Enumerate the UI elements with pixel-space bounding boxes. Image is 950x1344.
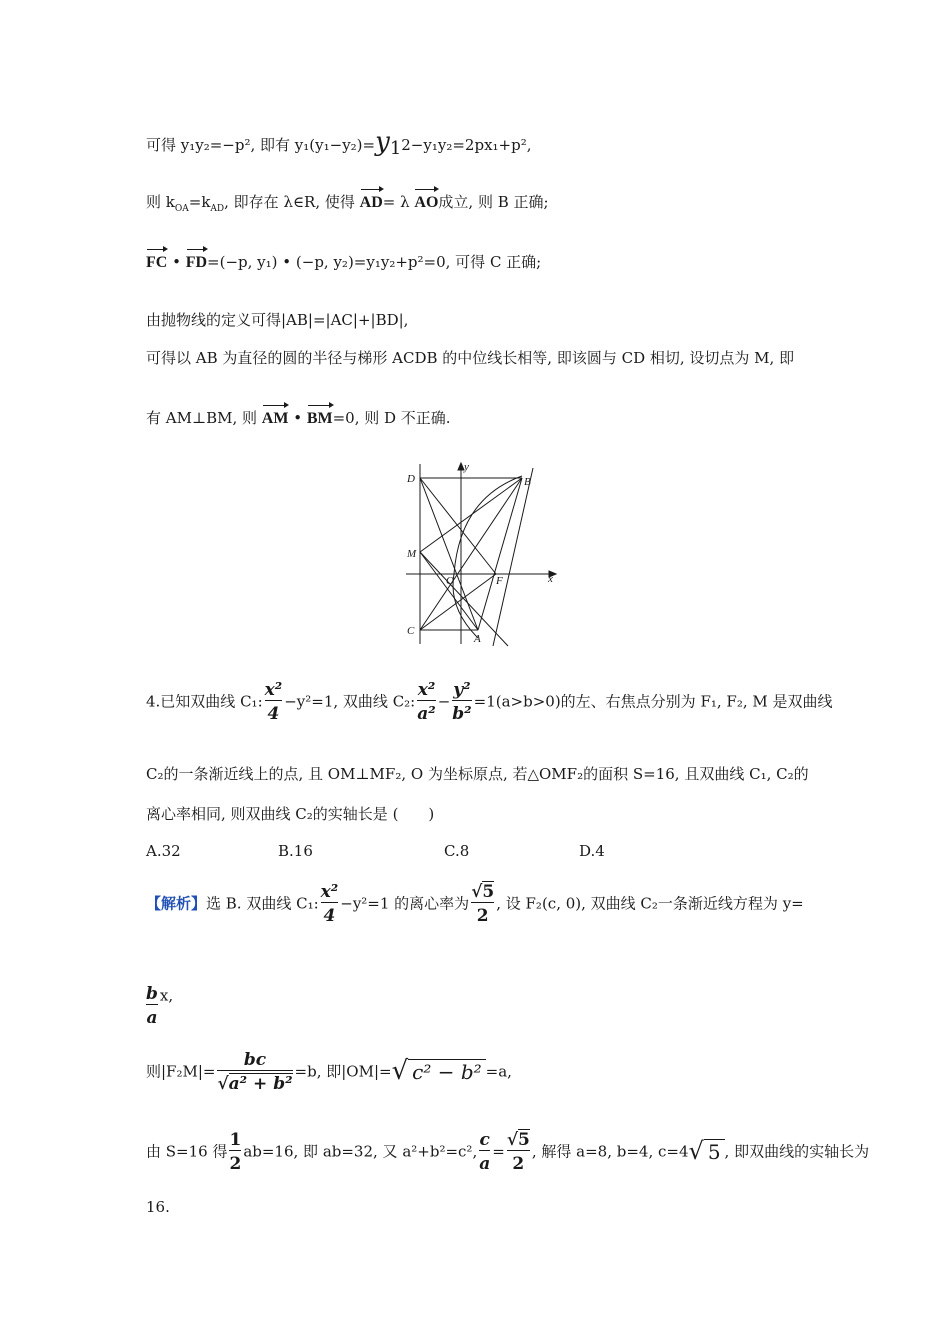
text: −y²=1 的离心率为	[340, 894, 470, 913]
text: =1(a>b>0)的左、右焦点分别为 F₁, F₂, M 是双曲线	[473, 692, 833, 711]
text: −y²=1, 双曲线 C₂:	[284, 692, 416, 711]
den: 4	[265, 700, 283, 725]
den: 2	[471, 902, 494, 927]
text: 2−y₁y₂=2px₁+p²,	[401, 136, 532, 154]
text: 选 B. 双曲线 C₁:	[206, 894, 319, 913]
text: =k	[188, 193, 211, 211]
text: , 即存在 λ∈R, 使得	[224, 193, 355, 211]
label-O: O	[446, 575, 454, 587]
dot: •	[288, 409, 307, 427]
solution-line-5: 16.	[146, 1198, 170, 1216]
num: 1	[229, 1130, 242, 1150]
text: 有 AM⊥BM, 则	[146, 409, 257, 427]
den: 2	[229, 1150, 241, 1175]
line-DA	[420, 478, 478, 630]
text: =(−p, y₁) • (−p, y₂)=y₁y₂+p²=0, 可得 C 正确;	[207, 253, 542, 271]
proof-line-2	[146, 192, 549, 219]
text: 则|F₂M|=	[146, 1062, 216, 1081]
sub: 1	[389, 138, 402, 159]
y1-symbol: y	[375, 127, 390, 157]
solution-line-4	[146, 1130, 869, 1175]
den: 4	[321, 902, 339, 927]
vector-AO: AO	[414, 194, 439, 211]
num: √5	[471, 882, 495, 902]
text: 由 S=16 得	[146, 1142, 228, 1161]
den: a	[146, 1004, 158, 1029]
q4-line-3: 离心率相同, 则双曲线 C₂的实轴长是 ( )	[146, 805, 435, 823]
sqrt-c2-b2	[391, 1056, 486, 1086]
text: 4.已知双曲线 C₁:	[146, 692, 263, 711]
radicand: a² + b²	[228, 1074, 293, 1094]
option-a: A.32	[146, 842, 181, 860]
vector-AM: AM	[261, 410, 289, 427]
num: √5	[506, 1130, 530, 1150]
line-MO	[420, 552, 508, 646]
proof-line-3	[146, 252, 541, 273]
den: b²	[452, 700, 471, 725]
solution-line-3	[146, 1050, 512, 1095]
q4-line-1	[146, 680, 833, 725]
fraction-sqrt5-over-2	[471, 882, 494, 927]
fraction	[321, 882, 339, 927]
text: = λ	[382, 193, 410, 211]
text: , 即双曲线的实轴长为	[724, 1142, 870, 1161]
fraction-c-over-a	[479, 1130, 490, 1175]
solution-line-1	[146, 882, 804, 927]
radicand: 5	[482, 882, 495, 902]
den: 2	[507, 1150, 530, 1175]
solution-line-2	[146, 984, 173, 1029]
text: ab=16, 即 ab=32, 又 a²+b²=c²,	[243, 1142, 478, 1161]
den: √a² + b²	[217, 1070, 292, 1095]
text: , 解得 a=8, b=4, c=4	[531, 1142, 689, 1161]
radicand: 5	[518, 1130, 530, 1150]
vector-AD: AD	[359, 194, 383, 211]
num: c	[479, 1130, 490, 1150]
line-AB	[478, 478, 522, 630]
line-DF	[420, 478, 496, 574]
radicand: 5	[704, 1139, 725, 1164]
den: a	[479, 1150, 490, 1175]
label-x: x	[548, 573, 553, 585]
q4-line-2: C₂的一条渐近线上的点, 且 OM⊥MF₂, O 为坐标原点, 若△OMF₂的面积 S=16, 且双曲线 C₁, C₂的	[146, 765, 809, 783]
num: y²	[453, 680, 471, 700]
num: x²	[320, 882, 339, 902]
label-D: D	[407, 473, 415, 485]
num: bc	[243, 1050, 267, 1070]
option-d: D.4	[579, 842, 605, 860]
parabola-curve	[453, 476, 522, 638]
proof-line-5: 可得以 AB 为直径的圆的半径与梯形 ACDB 的中位线长相等, 即该圆与 CD 相切, 设切点为 M, 即	[146, 349, 795, 367]
den: a²	[417, 700, 435, 725]
label-M: M	[407, 548, 417, 560]
fraction-b-over-a	[146, 984, 158, 1029]
proof-line-1	[146, 127, 532, 159]
text: −	[437, 692, 451, 711]
label-B: B	[524, 476, 531, 488]
line-MA	[420, 552, 478, 630]
vector-BM: BM	[306, 410, 333, 427]
label-C: C	[407, 625, 415, 637]
text: =	[492, 1142, 505, 1161]
option-c: C.8	[444, 842, 470, 860]
sqrt-5	[688, 1137, 725, 1165]
fraction-sqrt5-over-2	[507, 1130, 530, 1175]
text: =a,	[485, 1062, 512, 1081]
analysis-tag: 【解析】	[146, 894, 207, 913]
label-F: F	[496, 575, 503, 587]
dot: •	[167, 253, 186, 271]
text: 则 k	[146, 193, 175, 211]
text: 成立, 则 B 正确;	[438, 193, 549, 211]
label-y: y	[464, 461, 469, 473]
text: 可得 y₁y₂=−p², 即有 y₁(y₁−y₂)=	[146, 136, 376, 154]
fraction	[417, 680, 435, 725]
option-b: B.16	[278, 842, 313, 860]
fraction-bc	[217, 1050, 292, 1095]
fraction-half	[229, 1130, 241, 1175]
text: =0, 则 D 不正确.	[332, 409, 451, 427]
text: x,	[159, 986, 174, 1005]
radical: √	[688, 1137, 704, 1165]
fraction	[265, 680, 283, 725]
sub: OA	[174, 204, 189, 214]
line-MB	[420, 478, 522, 552]
parabola-figure	[398, 458, 563, 648]
text: =b, 即|OM|=	[294, 1062, 392, 1081]
radicand: c² − b²	[408, 1059, 486, 1084]
proof-line-4: 由抛物线的定义可得|AB|=|AC|+|BD|,	[146, 311, 409, 329]
text: , 设 F₂(c, 0), 双曲线 C₂一条渐近线方程为 y=	[496, 894, 804, 913]
radical: √	[391, 1056, 409, 1086]
vector-FD: FD	[185, 254, 208, 271]
num: b	[146, 984, 158, 1004]
label-A: A	[474, 633, 481, 645]
num: x²	[264, 680, 283, 700]
sub: AD	[210, 204, 225, 214]
proof-line-6	[146, 408, 451, 429]
vector-FC: FC	[146, 254, 168, 271]
num: x²	[417, 680, 436, 700]
fraction	[452, 680, 471, 725]
